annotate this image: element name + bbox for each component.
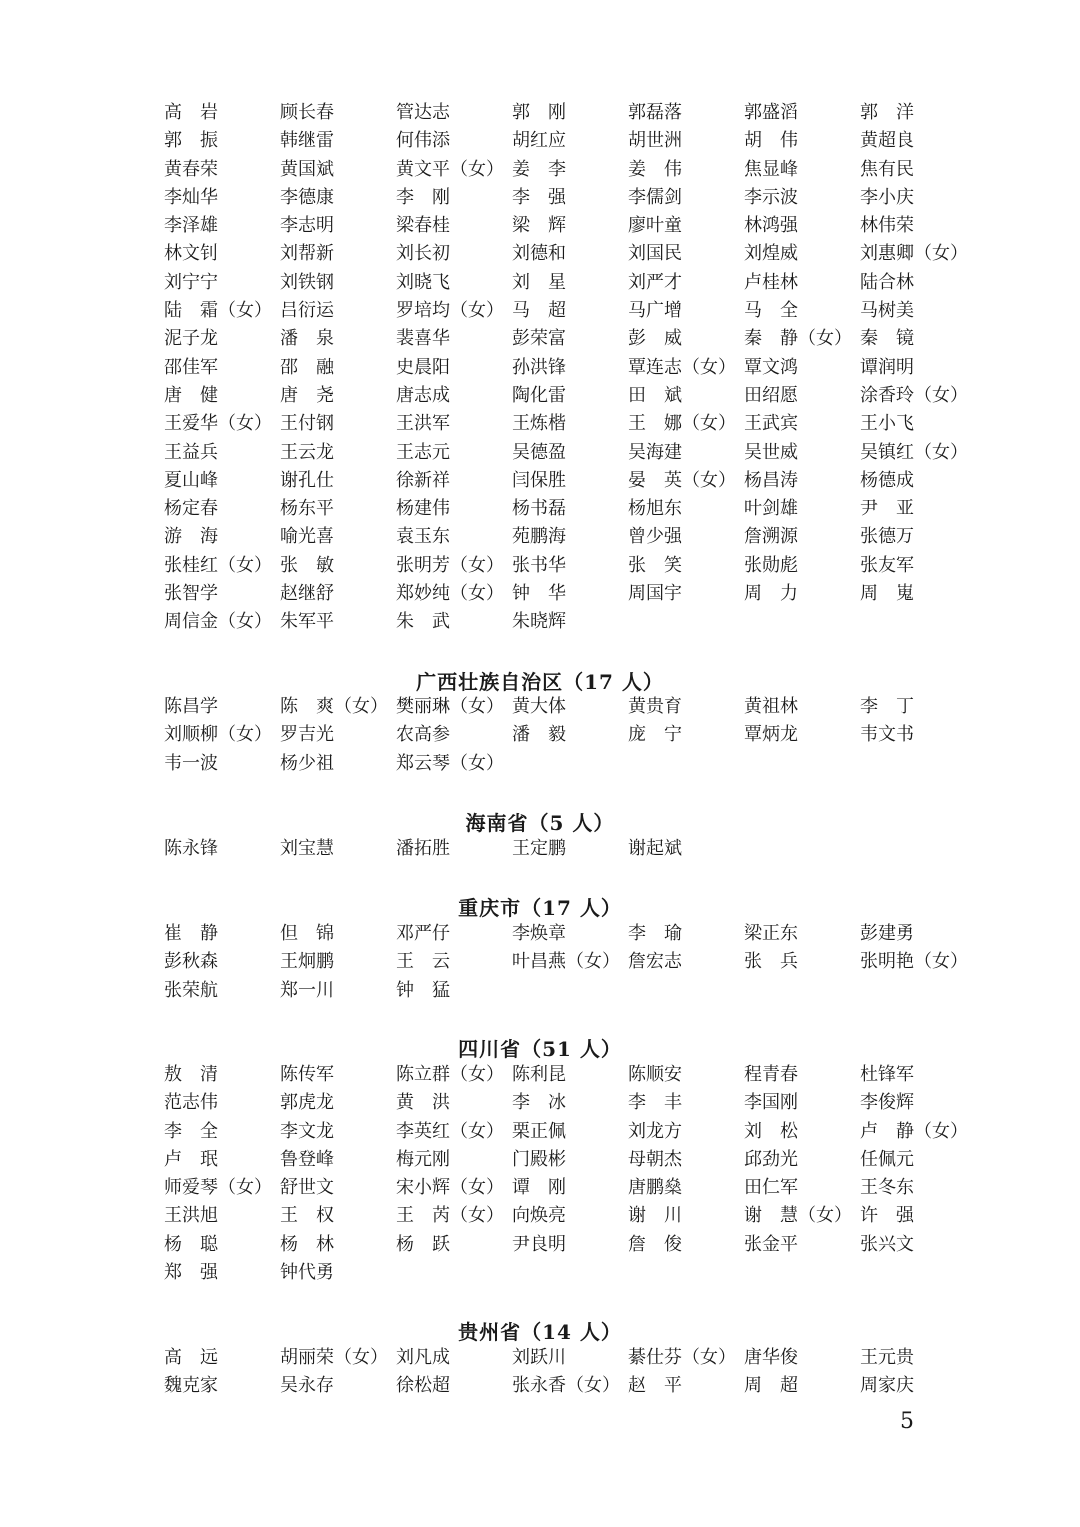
name-entry: 梅元刚 [396, 1148, 450, 1170]
name-entry: 胡红应 [512, 130, 566, 152]
name-row [164, 325, 984, 353]
name-entry: 林文钊 [164, 243, 218, 265]
name-entry: 任佩元 [860, 1148, 914, 1170]
name-entry: 刘宝慧 [280, 838, 334, 859]
name-row [164, 1231, 984, 1259]
name-entry: 唐 健 [164, 384, 218, 406]
name-entry: 马 全 [744, 300, 798, 322]
name-entry: 郭盛滔 [744, 102, 798, 123]
name-entry: 卢桂林 [744, 271, 798, 293]
name-entry: 游 海 [164, 526, 218, 548]
name-entry: 李国刚 [744, 1092, 798, 1114]
name-entry: 周 力 [744, 583, 798, 605]
name-entry: 顾长春 [280, 102, 334, 123]
name-entry: 李文龙 [280, 1120, 334, 1142]
name-entry: 郑妙纯（女） [396, 583, 504, 605]
name-entry: 王洪旭 [164, 1205, 218, 1227]
name-row [164, 1372, 984, 1400]
name-entry: 张桂红（女） [164, 554, 272, 576]
name-entry: 郭 刚 [512, 102, 566, 123]
name-row [164, 240, 984, 268]
name-entry: 范志伟 [164, 1092, 218, 1114]
name-entry: 李英红（女） [396, 1120, 504, 1142]
name-list [164, 1061, 984, 1287]
name-entry: 黄大体 [512, 696, 566, 717]
name-entry: 吴镇红（女） [860, 441, 968, 463]
name-entry: 覃文鸿 [744, 356, 798, 378]
name-entry: 刘德和 [512, 243, 566, 265]
name-entry: 邵 融 [280, 356, 334, 378]
name-entry: 朱 武 [396, 611, 450, 633]
name-list [164, 1344, 984, 1401]
name-entry: 但 锦 [280, 923, 334, 944]
name-entry: 樊丽琳（女） [396, 696, 504, 717]
name-entry: 门殿彬 [512, 1148, 566, 1170]
page-number: 5 [900, 1409, 914, 1434]
name-entry: 马树美 [860, 300, 914, 322]
name-entry: 刘煌威 [744, 243, 798, 265]
name-entry: 陆合林 [860, 271, 914, 293]
name-row [164, 693, 984, 721]
name-entry: 刘铁钢 [280, 271, 334, 293]
name-entry: 赵继舒 [280, 583, 334, 605]
name-entry: 裴喜华 [396, 328, 450, 350]
name-entry: 郭 振 [164, 130, 218, 152]
name-entry: 王元贵 [860, 1347, 914, 1368]
name-entry: 王炯鹏 [280, 951, 334, 973]
name-entry: 刘跃川 [512, 1347, 566, 1368]
name-entry: 韦文书 [860, 724, 914, 746]
name-entry: 彭荣富 [512, 328, 566, 350]
name-entry: 李儒剑 [628, 186, 682, 208]
name-entry: 詹 俊 [628, 1233, 682, 1255]
name-entry: 夏山峰 [164, 469, 218, 491]
name-entry: 唐华俊 [744, 1347, 798, 1368]
name-entry: 唐志成 [396, 384, 450, 406]
name-entry: 王 权 [280, 1205, 334, 1227]
name-entry: 潘 毅 [512, 724, 566, 746]
section-heading: 四川省（51 人） [458, 1037, 622, 1061]
name-entry: 陈永锋 [164, 838, 218, 859]
name-entry: 宋小辉（女） [396, 1177, 504, 1199]
name-entry: 钟代勇 [280, 1262, 334, 1284]
name-entry: 胡 伟 [744, 130, 798, 152]
name-entry: 焦显峰 [744, 158, 798, 180]
name-entry: 鲁登峰 [280, 1148, 334, 1170]
name-entry: 孙洪锋 [512, 356, 566, 378]
name-entry: 韩继雷 [280, 130, 334, 152]
name-entry: 胡丽荣（女） [280, 1347, 388, 1368]
name-row [164, 99, 984, 127]
name-row [164, 920, 984, 948]
name-entry: 张德万 [860, 526, 914, 548]
name-row [164, 297, 984, 325]
name-row [164, 750, 984, 778]
name-entry: 田绍愿 [744, 384, 798, 406]
name-entry: 尹良明 [512, 1233, 566, 1255]
name-entry: 晏 英（女） [628, 469, 736, 491]
name-entry: 张 敏 [280, 554, 334, 576]
name-entry: 王 娜（女） [628, 413, 736, 435]
name-entry: 李志明 [280, 215, 334, 237]
name-entry: 周信金（女） [164, 611, 272, 633]
name-entry: 张明芳（女） [396, 554, 504, 576]
name-entry: 陆 霜（女） [164, 300, 272, 322]
name-entry: 廖叶童 [628, 215, 682, 237]
name-entry: 王小飞 [860, 413, 914, 435]
name-entry: 卢 珉 [164, 1148, 218, 1170]
name-entry: 朱军平 [280, 611, 334, 633]
name-row [164, 1118, 984, 1146]
name-row [164, 439, 984, 467]
name-entry: 吴德盈 [512, 441, 566, 463]
name-entry: 李焕章 [512, 923, 566, 944]
name-entry: 刘宁宁 [164, 271, 218, 293]
name-row [164, 1089, 984, 1117]
name-row [164, 977, 984, 1005]
name-entry: 杨定春 [164, 498, 218, 520]
name-entry: 李示波 [744, 186, 798, 208]
name-row [164, 1174, 984, 1202]
name-entry: 陈顺安 [628, 1064, 682, 1085]
name-entry: 崔 静 [164, 923, 218, 944]
name-entry: 陈立群（女） [396, 1064, 504, 1085]
name-entry: 田 斌 [628, 384, 682, 406]
name-entry: 张 兵 [744, 951, 798, 973]
name-entry: 王志元 [396, 441, 450, 463]
name-entry: 马广增 [628, 300, 682, 322]
name-entry: 杨书磊 [512, 498, 566, 520]
name-entry: 栗正佩 [512, 1120, 566, 1142]
name-row [164, 495, 984, 523]
name-row [164, 382, 984, 410]
name-entry: 谭润明 [860, 356, 914, 378]
name-entry: 钟 猛 [396, 979, 450, 1001]
name-entry: 王 芮（女） [396, 1205, 504, 1227]
name-entry: 彭建勇 [860, 923, 914, 944]
name-list [164, 693, 984, 778]
name-entry: 谢起斌 [628, 838, 682, 859]
name-entry: 高 远 [164, 1347, 218, 1368]
name-entry: 王武宾 [744, 413, 798, 435]
name-entry: 刘帮新 [280, 243, 334, 265]
name-entry: 张 笑 [628, 554, 682, 576]
name-entry: 谭 刚 [512, 1177, 566, 1199]
name-entry: 陶化雷 [512, 384, 566, 406]
name-entry: 彭 威 [628, 328, 682, 350]
name-entry: 吴世威 [744, 441, 798, 463]
name-entry: 徐新祥 [396, 469, 450, 491]
name-entry: 邵佳军 [164, 356, 218, 378]
name-row [164, 721, 984, 749]
name-entry: 覃炳龙 [744, 724, 798, 746]
name-entry: 刘国民 [628, 243, 682, 265]
name-entry: 焦有民 [860, 158, 914, 180]
name-entry: 刘长初 [396, 243, 450, 265]
name-entry: 姜 伟 [628, 158, 682, 180]
name-entry: 李德康 [280, 186, 334, 208]
name-entry: 何伟添 [396, 130, 450, 152]
name-entry: 周 超 [744, 1375, 798, 1397]
name-row [164, 212, 984, 240]
name-entry: 谢 慧（女） [744, 1205, 852, 1227]
name-row [164, 608, 984, 636]
name-entry: 刘凡成 [396, 1347, 450, 1368]
name-entry: 谢 川 [628, 1205, 682, 1227]
name-entry: 周家庆 [860, 1375, 914, 1397]
name-entry: 张书华 [512, 554, 566, 576]
name-entry: 韦一波 [164, 752, 218, 774]
name-entry: 管达志 [396, 102, 450, 123]
name-entry: 李 刚 [396, 186, 450, 208]
name-entry: 赵 平 [628, 1375, 682, 1397]
name-entry: 杨 跃 [396, 1233, 450, 1255]
name-entry: 喻光喜 [280, 526, 334, 548]
name-entry: 马 超 [512, 300, 566, 322]
name-entry: 王定鹏 [512, 838, 566, 859]
name-entry: 陈昌学 [164, 696, 218, 717]
name-entry: 李灿华 [164, 186, 218, 208]
name-entry: 唐鹏燊 [628, 1177, 682, 1199]
name-entry: 李泽雄 [164, 215, 218, 237]
name-entry: 吴永存 [280, 1375, 334, 1397]
name-entry: 农高参 [396, 724, 450, 746]
name-entry: 谢孔仕 [280, 469, 334, 491]
name-entry: 詹溯源 [744, 526, 798, 548]
name-entry: 林鸿强 [744, 215, 798, 237]
name-entry: 刘严才 [628, 271, 682, 293]
name-entry: 刘龙方 [628, 1120, 682, 1142]
name-entry: 罗吉光 [280, 724, 334, 746]
name-row [164, 835, 984, 863]
name-entry: 许 强 [860, 1205, 914, 1227]
name-entry: 潘拓胜 [396, 838, 450, 859]
name-entry: 杨 聪 [164, 1233, 218, 1255]
section-heading: 重庆市（17 人） [458, 896, 622, 920]
name-entry: 王洪军 [396, 413, 450, 435]
name-entry: 张友军 [860, 554, 914, 576]
name-row [164, 580, 984, 608]
name-entry: 李 丰 [628, 1092, 682, 1114]
name-entry: 向焕亮 [512, 1205, 566, 1227]
name-entry: 刘晓飞 [396, 271, 450, 293]
name-entry: 潘 泉 [280, 328, 334, 350]
name-entry: 母朝杰 [628, 1148, 682, 1170]
name-entry: 叶昌燕（女） [512, 951, 620, 973]
name-entry: 刘 松 [744, 1120, 798, 1142]
name-row [164, 1344, 984, 1372]
name-entry: 杨 林 [280, 1233, 334, 1255]
name-entry: 梁春桂 [396, 215, 450, 237]
name-row [164, 410, 984, 438]
name-entry: 罗培均（女） [396, 300, 504, 322]
name-entry: 郑云琴（女） [396, 752, 504, 774]
name-entry: 张金平 [744, 1233, 798, 1255]
name-entry: 王益兵 [164, 441, 218, 463]
name-entry: 刘惠卿（女） [860, 243, 968, 265]
name-entry: 李 丁 [860, 696, 914, 717]
name-row [164, 354, 984, 382]
name-entry: 史晨阳 [396, 356, 450, 378]
name-entry: 尹 亚 [860, 498, 914, 520]
name-entry: 师爱琴（女） [164, 1177, 272, 1199]
name-entry: 周 嵬 [860, 583, 914, 605]
name-entry: 杨旭东 [628, 498, 682, 520]
name-entry: 陈传军 [280, 1064, 334, 1085]
name-entry: 黄文平（女） [396, 158, 504, 180]
name-entry: 庞 宁 [628, 724, 682, 746]
name-entry: 高 岩 [164, 102, 218, 123]
name-entry: 李小庆 [860, 186, 914, 208]
name-entry: 朱晓辉 [512, 611, 566, 633]
name-entry: 王爱华（女） [164, 413, 272, 435]
name-entry: 秦 镜 [860, 328, 914, 350]
name-entry: 曾少强 [628, 526, 682, 548]
name-row [164, 1202, 984, 1230]
name-entry: 闫保胜 [512, 469, 566, 491]
name-entry: 陈 爽（女） [280, 696, 388, 717]
name-entry: 李 强 [512, 186, 566, 208]
name-entry: 涂香玲（女） [860, 384, 968, 406]
name-entry: 郑 强 [164, 1262, 218, 1284]
name-entry: 杨昌涛 [744, 469, 798, 491]
name-entry: 郑一川 [280, 979, 334, 1001]
name-row [164, 269, 984, 297]
name-entry: 袁玉东 [396, 526, 450, 548]
name-entry: 唐 尧 [280, 384, 334, 406]
name-entry: 李 全 [164, 1120, 218, 1142]
name-list [164, 920, 984, 1005]
name-entry: 秦 静（女） [744, 328, 852, 350]
name-entry: 叶剑雄 [744, 498, 798, 520]
name-entry: 张智学 [164, 583, 218, 605]
name-row [164, 1259, 984, 1287]
name-entry: 林伟荣 [860, 215, 914, 237]
section-heading: 广西壮族自治区（17 人） [416, 670, 664, 694]
name-entry: 黄祖林 [744, 696, 798, 717]
name-entry: 王冬东 [860, 1177, 914, 1199]
name-entry: 黄超良 [860, 130, 914, 152]
name-entry: 李 瑜 [628, 923, 682, 944]
name-entry: 郭虎龙 [280, 1092, 334, 1114]
name-entry: 苑鹏海 [512, 526, 566, 548]
name-entry: 杨东平 [280, 498, 334, 520]
name-entry: 陈利昆 [512, 1064, 566, 1085]
name-entry: 邱劲光 [744, 1148, 798, 1170]
name-entry: 李俊辉 [860, 1092, 914, 1114]
name-entry: 程青春 [744, 1064, 798, 1085]
name-entry: 王炼楷 [512, 413, 566, 435]
name-entry: 黄国斌 [280, 158, 334, 180]
name-row [164, 467, 984, 495]
name-entry: 敖 清 [164, 1064, 218, 1085]
name-row [164, 948, 984, 976]
name-entry: 刘 星 [512, 271, 566, 293]
name-entry: 綦仕芬（女） [628, 1347, 736, 1368]
name-entry: 卢 静（女） [860, 1120, 968, 1142]
section-heading: 贵州省（14 人） [458, 1320, 622, 1344]
name-row [164, 1146, 984, 1174]
name-row [164, 156, 984, 184]
name-entry: 覃连志（女） [628, 356, 736, 378]
name-entry: 胡世洲 [628, 130, 682, 152]
name-entry: 杨少祖 [280, 752, 334, 774]
name-entry: 舒世文 [280, 1177, 334, 1199]
name-row [164, 184, 984, 212]
name-entry: 张明艳（女） [860, 951, 968, 973]
name-entry: 刘顺柳（女） [164, 724, 272, 746]
name-entry: 钟 华 [512, 583, 566, 605]
name-entry: 李 冰 [512, 1092, 566, 1114]
name-entry: 泥子龙 [164, 328, 218, 350]
name-entry: 杨建伟 [396, 498, 450, 520]
name-entry: 杜锋军 [860, 1064, 914, 1085]
name-entry: 张荣航 [164, 979, 218, 1001]
name-entry: 张兴文 [860, 1233, 914, 1255]
name-row [164, 523, 984, 551]
name-row [164, 127, 984, 155]
name-entry: 郭 洋 [860, 102, 914, 123]
name-list [164, 99, 984, 637]
name-entry: 詹宏志 [628, 951, 682, 973]
name-entry: 徐松超 [396, 1375, 450, 1397]
name-entry: 吴海建 [628, 441, 682, 463]
name-entry: 张勋彪 [744, 554, 798, 576]
name-entry: 郭磊落 [628, 102, 682, 123]
name-row [164, 552, 984, 580]
name-entry: 田仁军 [744, 1177, 798, 1199]
name-entry: 王付钢 [280, 413, 334, 435]
name-entry: 杨德成 [860, 469, 914, 491]
name-entry: 黄春荣 [164, 158, 218, 180]
name-entry: 黄 洪 [396, 1092, 450, 1114]
name-entry: 邓严仔 [396, 923, 450, 944]
name-entry: 梁 辉 [512, 215, 566, 237]
section-heading: 海南省（5 人） [465, 811, 615, 835]
name-entry: 梁正东 [744, 923, 798, 944]
name-entry: 彭秋森 [164, 951, 218, 973]
name-entry: 周国宇 [628, 583, 682, 605]
name-entry: 黄贵育 [628, 696, 682, 717]
name-list [164, 835, 984, 863]
name-entry: 王云龙 [280, 441, 334, 463]
name-entry: 吕衍运 [280, 300, 334, 322]
name-entry: 魏克家 [164, 1375, 218, 1397]
name-entry: 姜 李 [512, 158, 566, 180]
name-entry: 张永香（女） [512, 1375, 620, 1397]
name-row [164, 1061, 984, 1089]
name-entry: 王 云 [396, 951, 450, 973]
